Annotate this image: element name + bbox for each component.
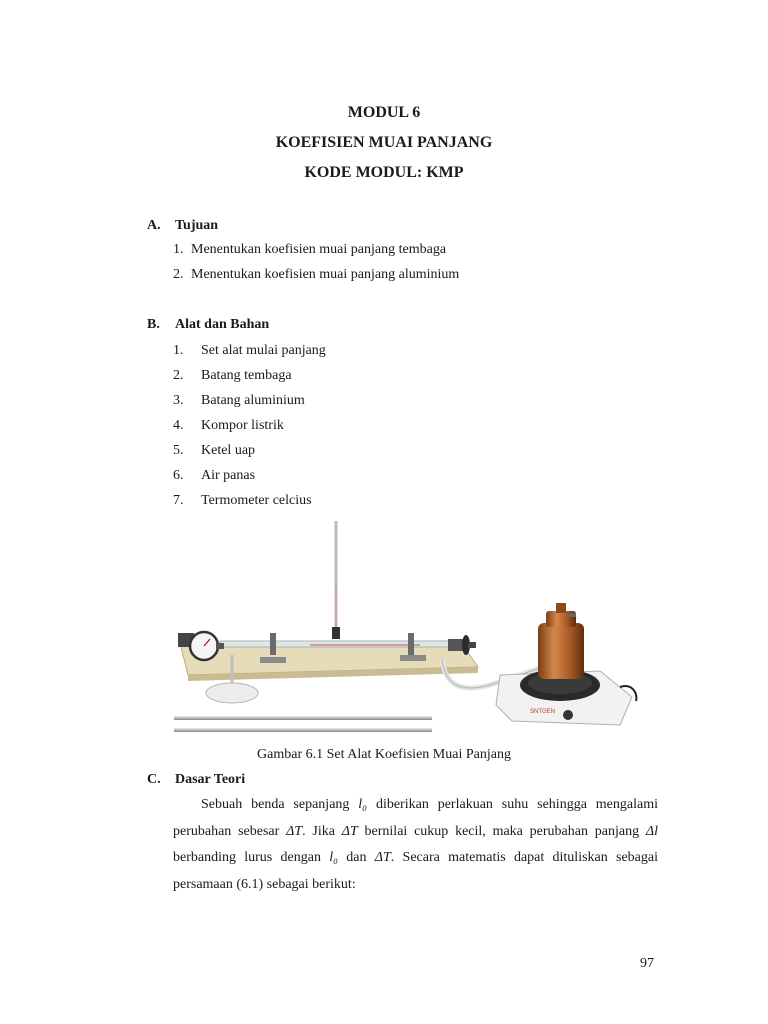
module-number: MODUL 6	[347, 104, 421, 121]
list-item-text: Termometer celcius	[201, 493, 312, 508]
math-symbol: Δl	[645, 823, 658, 839]
para-text: bernilai cukup kecil, maka perubahan panjang	[357, 823, 646, 839]
list-item-text: Menentukan koefisien muai panjang tembaga	[191, 242, 447, 257]
list-item-text: Ketel uap	[201, 443, 256, 458]
list-item	[173, 493, 312, 509]
para-text: Sebuah benda sepanjang	[201, 797, 359, 812]
aluminium-rod	[174, 716, 432, 720]
page-number: 97	[640, 956, 654, 971]
list-item-number: 2.	[173, 267, 184, 282]
para-text: . Secara matematis dapat dituliskan sebagai persamaan (6.1) sebagai berikut:	[173, 850, 659, 892]
list-item-text: Batang aluminium	[201, 393, 305, 408]
list-item-number: 4.	[173, 418, 184, 433]
list-item	[173, 242, 446, 258]
list-item-text: Batang tembaga	[201, 368, 292, 383]
copper-rod	[174, 728, 432, 732]
list-item-text: Kompor listrik	[201, 418, 284, 433]
terminal-right	[400, 655, 426, 661]
list-item	[173, 393, 305, 409]
section-c-title: Dasar Teori	[175, 772, 246, 787]
clamp-right	[408, 633, 414, 655]
list-item-number: 7.	[173, 493, 184, 508]
list-item-number: 3.	[173, 393, 184, 408]
list-item	[173, 368, 292, 384]
math-symbol: ΔT	[374, 850, 391, 865]
thermometer-icon	[332, 521, 340, 639]
module-title: KOEFISIEN MUAI PANJANG	[275, 134, 493, 151]
clamp-left	[270, 633, 276, 655]
figure-caption: Gambar 6.1 Set Alat Koefisien Muai Panjang	[257, 747, 511, 762]
list-item-number: 1.	[173, 242, 184, 257]
list-item-text: Menentukan koefisien muai panjang aluminium	[191, 267, 460, 282]
section-c-letter: C.	[147, 772, 161, 787]
section-b-title: Alat dan Bahan	[175, 317, 270, 332]
expansion-tube	[220, 641, 456, 647]
math-symbol: ΔT	[341, 823, 358, 839]
list-item-number: 6.	[173, 468, 184, 483]
list-item	[173, 267, 459, 283]
para-text: . Jika	[302, 823, 342, 839]
list-item-number: 1.	[173, 343, 184, 358]
terminal-left	[260, 657, 286, 663]
list-item-text: Air panas	[201, 468, 256, 483]
math-symbol: l₀	[358, 797, 368, 812]
math-symbol: ΔT	[286, 823, 303, 839]
list-item-number: 5.	[173, 443, 184, 458]
list-item-text: Set alat mulai panjang	[201, 343, 326, 358]
list-item-number: 2.	[173, 368, 184, 383]
theory-paragraph	[173, 792, 658, 898]
module-code: KODE MODUL: KMP	[304, 164, 464, 181]
steam-kettle-icon	[538, 603, 584, 679]
section-a-title: Tujuan	[175, 218, 219, 233]
list-item	[173, 343, 326, 359]
para-text: dan	[338, 850, 375, 865]
stove-brand-label: SNTGEN	[530, 709, 556, 715]
math-symbol: l₀	[329, 850, 338, 865]
list-item	[173, 468, 255, 484]
list-item	[173, 418, 284, 434]
para-text: berbanding lurus dengan	[173, 850, 330, 865]
section-b-letter: B.	[147, 317, 160, 332]
section-a-letter: A.	[147, 218, 161, 233]
para-text: diberikan perlakuan suhu sehingga mengalami perubahan sebesar	[173, 797, 658, 839]
apparatus-figure	[160, 515, 640, 740]
list-item	[173, 443, 255, 459]
